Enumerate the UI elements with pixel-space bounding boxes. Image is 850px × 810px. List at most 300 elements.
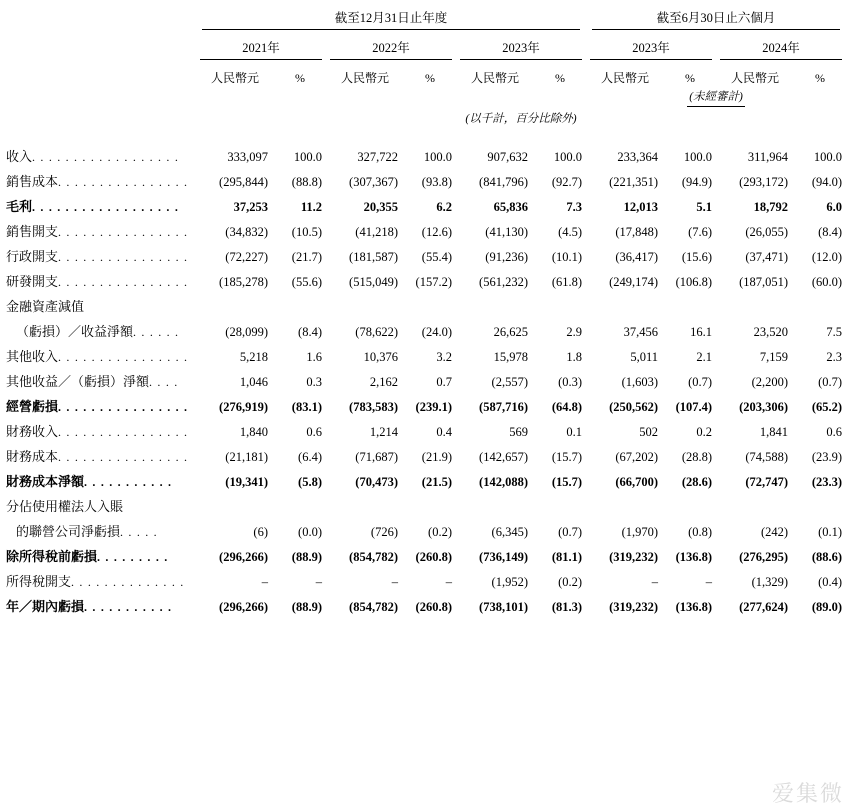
cell-percent: (0.2) bbox=[558, 575, 583, 589]
cell-percent: 7.5 bbox=[826, 325, 843, 339]
row-leader-dots: . . . . bbox=[149, 375, 179, 389]
row-label-text: 除所得稅前虧損 bbox=[6, 549, 98, 564]
cell-amount: (841,796) bbox=[479, 175, 528, 189]
row-label-text: 研發開支 bbox=[6, 274, 59, 289]
row-label-text: 分佔使用權法人入賬 bbox=[6, 499, 124, 514]
cell-percent: (157.2) bbox=[415, 275, 452, 289]
cell-percent: 0.7 bbox=[436, 375, 452, 389]
cell-percent: – bbox=[445, 575, 452, 589]
cell-percent bbox=[404, 290, 456, 315]
row-label bbox=[6, 165, 196, 190]
cell-amount: (28,099) bbox=[225, 325, 268, 339]
cell-percent: 0.6 bbox=[306, 425, 322, 439]
cell-amount: 10,376 bbox=[363, 350, 398, 364]
header-year-2023-interim bbox=[586, 33, 716, 63]
cell-amount: (70,473) bbox=[355, 475, 398, 489]
cell-percent bbox=[274, 290, 326, 315]
cell-amount: 23,520 bbox=[753, 325, 789, 339]
header-unaudited-spacer bbox=[196, 88, 586, 107]
header-year-2023-label: 2023年 bbox=[460, 38, 582, 60]
cell-percent: (136.8) bbox=[675, 600, 713, 614]
cell-amount: (249,174) bbox=[609, 275, 659, 289]
cell-percent: (88.6) bbox=[811, 550, 843, 564]
row-leader-dots: . . . . . . . . . . . bbox=[84, 475, 173, 489]
header-year-2024-interim-label: 2024年 bbox=[720, 38, 842, 60]
cell-amount: – bbox=[651, 575, 659, 589]
cell-percent: 2.1 bbox=[696, 350, 713, 364]
header-group-row bbox=[6, 8, 846, 33]
row-leader-dots: . . . . . . . . . . . . . . . . bbox=[58, 275, 189, 289]
cell-percent: (8.4) bbox=[298, 325, 322, 339]
cell-amount: 12,013 bbox=[623, 200, 659, 214]
header-year-2021 bbox=[196, 33, 326, 63]
cell-percent: 100.0 bbox=[813, 150, 843, 164]
cell-amount: (17,848) bbox=[615, 225, 659, 239]
row-label bbox=[6, 240, 196, 265]
cell-percent: (0.7) bbox=[688, 375, 713, 389]
cell-percent: 0.4 bbox=[436, 425, 452, 439]
cell-percent: (0.8) bbox=[688, 525, 713, 539]
cell-amount: (66,700) bbox=[615, 475, 659, 489]
cell-percent: (60.0) bbox=[811, 275, 843, 289]
cell-amount: (78,622) bbox=[355, 325, 398, 339]
cell-percent: (0.7) bbox=[558, 525, 583, 539]
cell-percent: (10.1) bbox=[551, 250, 583, 264]
cell-amount: (36,417) bbox=[615, 250, 659, 264]
cell-percent bbox=[534, 290, 586, 315]
cell-percent: 100.0 bbox=[553, 150, 583, 164]
cell-percent: (239.1) bbox=[415, 400, 452, 414]
cell-amount: (1,970) bbox=[621, 525, 659, 539]
row-leader-dots: . . . . . . . . . . . . . . . . bbox=[58, 400, 189, 414]
header-unit-pct-2024h1: % bbox=[815, 71, 826, 85]
header-unit-pct-2022: % bbox=[425, 71, 435, 85]
cell-amount: 18,792 bbox=[753, 200, 789, 214]
row-label bbox=[6, 440, 196, 465]
table-row bbox=[6, 315, 846, 340]
row-leader-dots: . . . . . . . . . . . . . . . . bbox=[58, 225, 189, 239]
cell-percent: (94.9) bbox=[681, 175, 713, 189]
cell-amount: 502 bbox=[639, 425, 659, 439]
row-leader-dots: . . . . . . . . . bbox=[97, 550, 169, 564]
cell-amount: (587,716) bbox=[479, 400, 528, 414]
cell-amount: 311,964 bbox=[747, 150, 789, 164]
header-unaudited-note bbox=[586, 88, 846, 107]
cell-percent: (88.9) bbox=[291, 550, 322, 564]
header-corner-cell-5 bbox=[6, 107, 196, 126]
cell-amount: 37,253 bbox=[233, 200, 268, 214]
table-row bbox=[6, 540, 846, 565]
table-row bbox=[6, 390, 846, 415]
cell-amount: 5,218 bbox=[239, 350, 268, 364]
row-label bbox=[6, 340, 196, 365]
row-leader-dots: . . . . . . . . . . . . . . . . bbox=[58, 175, 189, 189]
watermark: 爱集微 bbox=[771, 781, 844, 806]
cell-amount: (2,200) bbox=[751, 375, 789, 389]
cell-percent: (0.4) bbox=[818, 575, 843, 589]
row-label bbox=[6, 365, 196, 390]
row-leader-dots: . . . . . . . . . . . . . . . . . . bbox=[32, 200, 180, 214]
cell-amount: (319,232) bbox=[609, 600, 659, 614]
cell-amount bbox=[586, 290, 664, 315]
cell-amount bbox=[456, 290, 534, 315]
cell-amount: 333,097 bbox=[227, 150, 268, 164]
cell-amount: (242) bbox=[760, 525, 789, 539]
cell-percent: (7.6) bbox=[688, 225, 713, 239]
row-label bbox=[6, 590, 196, 615]
header-corner-cell-3 bbox=[6, 63, 196, 88]
cell-amount: (41,130) bbox=[485, 225, 528, 239]
cell-percent: 3.2 bbox=[436, 350, 452, 364]
cell-percent: 0.1 bbox=[566, 425, 583, 439]
cell-amount: 26,625 bbox=[493, 325, 528, 339]
header-unaudited-row bbox=[6, 88, 846, 107]
cell-amount: (41,218) bbox=[355, 225, 398, 239]
cell-percent: (0.2) bbox=[428, 525, 452, 539]
cell-amount: (726) bbox=[370, 525, 398, 539]
cell-amount bbox=[716, 290, 794, 315]
cell-percent: (5.8) bbox=[298, 475, 322, 489]
header-year-row bbox=[6, 33, 846, 63]
header-corner-cell-4 bbox=[6, 88, 196, 107]
header-unit-row bbox=[6, 63, 846, 88]
cell-amount: (142,657) bbox=[479, 450, 528, 464]
cell-percent: (260.8) bbox=[415, 600, 452, 614]
cell-percent: (0.0) bbox=[298, 525, 322, 539]
header-unit-rmb-2024h1: 人民幣元 bbox=[731, 71, 780, 85]
cell-amount: (6,345) bbox=[491, 525, 528, 539]
row-label bbox=[6, 390, 196, 415]
cell-amount: (295,844) bbox=[219, 175, 268, 189]
row-label-text: 財務成本淨額 bbox=[6, 474, 85, 489]
cell-amount: 20,355 bbox=[363, 200, 398, 214]
table-row bbox=[6, 590, 846, 615]
row-label bbox=[6, 415, 196, 440]
cell-percent: (23.9) bbox=[811, 450, 843, 464]
cell-percent: (24.0) bbox=[421, 325, 452, 339]
cell-amount: (250,562) bbox=[609, 400, 659, 414]
cell-amount bbox=[196, 290, 274, 315]
cell-amount: (21,181) bbox=[225, 450, 268, 464]
header-spacer-row bbox=[6, 126, 846, 140]
cell-amount: (142,088) bbox=[479, 475, 528, 489]
cell-percent bbox=[794, 490, 846, 515]
cell-percent: 1.8 bbox=[566, 350, 583, 364]
row-label bbox=[6, 315, 196, 340]
cell-amount: 5,011 bbox=[630, 350, 659, 364]
cell-amount: (72,227) bbox=[225, 250, 268, 264]
row-label-text: 銷售成本 bbox=[6, 174, 59, 189]
cell-amount: 327,722 bbox=[357, 150, 398, 164]
header-year-2023 bbox=[456, 33, 586, 63]
table-row bbox=[6, 490, 846, 515]
cell-amount bbox=[586, 490, 664, 515]
cell-percent: (23.3) bbox=[811, 475, 843, 489]
header-group-annual-label: 截至12月31日止年度 bbox=[202, 8, 580, 30]
cell-percent bbox=[404, 490, 456, 515]
row-label-text: 財務成本 bbox=[6, 449, 59, 464]
cell-amount: (91,236) bbox=[485, 250, 528, 264]
table-row bbox=[6, 565, 846, 590]
header-corner-cell-2 bbox=[6, 33, 196, 63]
cell-amount: (561,232) bbox=[479, 275, 528, 289]
row-leader-dots: . . . . . bbox=[120, 525, 158, 539]
table-header bbox=[6, 8, 846, 140]
row-label-text: 財務收入 bbox=[6, 424, 59, 439]
cell-percent: (89.0) bbox=[811, 600, 843, 614]
table-row bbox=[6, 340, 846, 365]
cell-percent: (94.0) bbox=[811, 175, 843, 189]
row-leader-dots: . . . . . . . . . . . . . . . . bbox=[58, 425, 189, 439]
cell-percent: 100.0 bbox=[683, 150, 713, 164]
cell-amount: (319,232) bbox=[609, 550, 659, 564]
row-label bbox=[6, 565, 196, 590]
cell-amount: (185,278) bbox=[219, 275, 268, 289]
cell-amount: (74,588) bbox=[745, 450, 789, 464]
header-unit-rmb-2023h1: 人民幣元 bbox=[601, 71, 650, 85]
cell-percent: – bbox=[705, 575, 713, 589]
cell-percent bbox=[664, 290, 716, 315]
cell-amount: (783,583) bbox=[349, 400, 398, 414]
cell-percent: 1.6 bbox=[306, 350, 322, 364]
cell-percent: (61.8) bbox=[551, 275, 583, 289]
cell-amount bbox=[456, 490, 534, 515]
table-row bbox=[6, 140, 846, 165]
cell-percent: (92.7) bbox=[551, 175, 583, 189]
row-label-text: 所得稅開支 bbox=[6, 574, 72, 589]
cell-percent: (93.8) bbox=[421, 175, 452, 189]
row-leader-dots: . . . . . . . . . . . . . . . . bbox=[58, 350, 189, 364]
cell-percent: 0.6 bbox=[826, 425, 843, 439]
table-row bbox=[6, 190, 846, 215]
cell-amount: 1,214 bbox=[369, 425, 398, 439]
cell-amount: (1,329) bbox=[751, 575, 789, 589]
header-unit-pct-2021: % bbox=[295, 71, 305, 85]
row-label-text: 毛利 bbox=[6, 199, 33, 214]
cell-amount: (293,172) bbox=[739, 175, 789, 189]
row-label bbox=[6, 515, 196, 540]
cell-amount: (26,055) bbox=[745, 225, 789, 239]
cell-percent: 6.2 bbox=[436, 200, 452, 214]
row-label bbox=[6, 265, 196, 290]
header-group-interim-label: 截至6月30日止六個月 bbox=[592, 8, 840, 30]
cell-amount: (738,101) bbox=[479, 600, 528, 614]
cell-amount: (854,782) bbox=[349, 600, 398, 614]
cell-percent: (12.0) bbox=[811, 250, 843, 264]
cell-percent: (65.2) bbox=[811, 400, 843, 414]
cell-percent: (12.6) bbox=[421, 225, 452, 239]
table-row bbox=[6, 265, 846, 290]
header-group-annual bbox=[196, 8, 586, 33]
row-label-text: 其他收入 bbox=[6, 349, 59, 364]
row-leader-dots: . . . . . . . . . . . . . . . . . . bbox=[32, 150, 180, 164]
cell-amount: (736,149) bbox=[479, 550, 528, 564]
cell-percent: (107.4) bbox=[675, 400, 713, 414]
cell-percent: (106.8) bbox=[675, 275, 713, 289]
row-leader-dots: . . . . . . . . . . . . . . bbox=[71, 575, 185, 589]
cell-amount: (71,687) bbox=[355, 450, 398, 464]
cell-amount: 1,046 bbox=[239, 375, 268, 389]
cell-percent: (15.6) bbox=[681, 250, 713, 264]
cell-percent: (21.5) bbox=[421, 475, 452, 489]
cell-percent: 0.3 bbox=[306, 375, 322, 389]
cell-amount: (277,624) bbox=[739, 600, 789, 614]
cell-percent: (28.6) bbox=[681, 475, 713, 489]
cell-percent: 2.3 bbox=[826, 350, 843, 364]
row-label-text: 年／期內虧損 bbox=[6, 599, 85, 614]
cell-percent bbox=[794, 290, 846, 315]
cell-amount: 569 bbox=[509, 425, 528, 439]
table-row bbox=[6, 215, 846, 240]
header-year-2023-interim-label: 2023年 bbox=[590, 38, 712, 60]
row-label-text: 金融資產減值 bbox=[6, 299, 85, 314]
header-year-2021-label: 2021年 bbox=[200, 38, 322, 60]
cell-percent: (15.7) bbox=[551, 450, 583, 464]
cell-amount: 65,836 bbox=[493, 200, 528, 214]
table-row bbox=[6, 440, 846, 465]
header-year-2022 bbox=[326, 33, 456, 63]
cell-percent: (260.8) bbox=[415, 550, 452, 564]
cell-amount: 907,632 bbox=[487, 150, 528, 164]
cell-amount: 1,840 bbox=[239, 425, 268, 439]
cell-percent: (6.4) bbox=[298, 450, 322, 464]
header-unit-rmb-2023: 人民幣元 bbox=[470, 71, 519, 85]
cell-percent: (81.3) bbox=[551, 600, 583, 614]
cell-amount bbox=[196, 490, 274, 515]
row-leader-dots: . . . . . . . . . . . . . . . . bbox=[58, 250, 189, 264]
cell-amount bbox=[326, 490, 404, 515]
cell-percent: (88.9) bbox=[291, 600, 322, 614]
cell-amount: (276,295) bbox=[739, 550, 789, 564]
cell-percent: 0.2 bbox=[696, 425, 713, 439]
header-unit-pct-2023: % bbox=[555, 71, 565, 85]
cell-percent: (83.1) bbox=[291, 400, 322, 414]
cell-amount: (6) bbox=[253, 525, 268, 539]
cell-percent: (15.7) bbox=[551, 475, 583, 489]
row-label-text: 行政開支 bbox=[6, 249, 59, 264]
header-unit-rmb-2022: 人民幣元 bbox=[340, 71, 389, 85]
cell-percent: (10.5) bbox=[291, 225, 322, 239]
income-statement-table bbox=[6, 8, 846, 615]
table-row bbox=[6, 290, 846, 315]
header-year-2022-label: 2022年 bbox=[330, 38, 452, 60]
cell-percent: (21.9) bbox=[421, 450, 452, 464]
cell-percent: 6.0 bbox=[826, 200, 843, 214]
row-label bbox=[6, 490, 196, 515]
cell-percent: 5.1 bbox=[696, 200, 713, 214]
cell-amount: 7,159 bbox=[759, 350, 789, 364]
cell-amount: – bbox=[391, 575, 398, 589]
header-spacer-cell bbox=[6, 126, 846, 140]
header-unit-rmb-2021: 人民幣元 bbox=[210, 71, 259, 85]
cell-amount bbox=[326, 290, 404, 315]
table-body bbox=[6, 140, 846, 615]
table-row bbox=[6, 165, 846, 190]
row-label-text: 收入 bbox=[6, 149, 33, 164]
row-label bbox=[6, 290, 196, 315]
row-label-text: 其他收益／（虧損）淨額 bbox=[6, 374, 150, 389]
table-row bbox=[6, 365, 846, 390]
header-unaudited-note-label: (未經審計) bbox=[687, 88, 745, 107]
cell-percent: (21.7) bbox=[291, 250, 322, 264]
cell-amount: (37,471) bbox=[745, 250, 789, 264]
table-row bbox=[6, 415, 846, 440]
cell-amount: (296,266) bbox=[219, 550, 268, 564]
table-row bbox=[6, 515, 846, 540]
cell-percent: (4.5) bbox=[558, 225, 583, 239]
cell-percent: (55.4) bbox=[421, 250, 452, 264]
cell-percent: (8.4) bbox=[818, 225, 843, 239]
cell-amount: (34,832) bbox=[225, 225, 268, 239]
row-label bbox=[6, 215, 196, 240]
header-corner-cell bbox=[6, 8, 196, 33]
cell-amount: 2,162 bbox=[369, 375, 398, 389]
cell-amount: (19,341) bbox=[225, 475, 268, 489]
cell-percent: 2.9 bbox=[566, 325, 583, 339]
row-label bbox=[6, 190, 196, 215]
cell-percent: (0.3) bbox=[558, 375, 583, 389]
cell-amount: (221,351) bbox=[609, 175, 659, 189]
cell-percent bbox=[534, 490, 586, 515]
cell-amount: 15,978 bbox=[493, 350, 528, 364]
cell-percent bbox=[274, 490, 326, 515]
cell-amount: 233,364 bbox=[617, 150, 659, 164]
cell-amount: (2,557) bbox=[491, 375, 528, 389]
cell-percent: 16.1 bbox=[690, 325, 713, 339]
row-leader-dots: . . . . . . bbox=[133, 325, 180, 339]
cell-amount: (187,051) bbox=[739, 275, 789, 289]
cell-amount: (181,587) bbox=[349, 250, 398, 264]
row-label-text: （虧損）／收益淨額 bbox=[16, 324, 134, 339]
cell-amount: (515,049) bbox=[349, 275, 398, 289]
cell-amount: (854,782) bbox=[349, 550, 398, 564]
cell-percent bbox=[664, 490, 716, 515]
cell-percent: 11.2 bbox=[300, 200, 322, 214]
cell-amount: (203,306) bbox=[739, 400, 789, 414]
cell-percent: 7.3 bbox=[566, 200, 583, 214]
cell-percent: 100.0 bbox=[293, 150, 322, 164]
cell-amount: – bbox=[261, 575, 268, 589]
cell-amount: 37,456 bbox=[623, 325, 659, 339]
row-label bbox=[6, 140, 196, 165]
row-leader-dots: . . . . . . . . . . . . . . . . bbox=[58, 450, 189, 464]
row-label-text: 的聯營公司淨虧損 bbox=[16, 524, 121, 539]
row-label bbox=[6, 465, 196, 490]
cell-percent: (81.1) bbox=[551, 550, 583, 564]
header-group-interim bbox=[586, 8, 846, 33]
cell-percent: (0.7) bbox=[818, 375, 843, 389]
cell-percent: – bbox=[315, 575, 322, 589]
cell-amount: (1,952) bbox=[491, 575, 528, 589]
table-row bbox=[6, 240, 846, 265]
row-label-text: 經營虧損 bbox=[6, 399, 59, 414]
cell-percent: (64.8) bbox=[551, 400, 583, 414]
cell-percent: (88.8) bbox=[291, 175, 322, 189]
header-basis-row bbox=[6, 107, 846, 126]
row-leader-dots: . . . . . . . . . . . bbox=[84, 600, 173, 614]
cell-amount: 1,841 bbox=[759, 425, 789, 439]
cell-amount: (307,367) bbox=[349, 175, 398, 189]
row-label-text: 銷售開支 bbox=[6, 224, 59, 239]
cell-percent: (0.1) bbox=[818, 525, 843, 539]
cell-percent: (55.6) bbox=[291, 275, 322, 289]
header-basis-note: (以千計，百分比除外) bbox=[465, 113, 577, 125]
header-year-2024-interim bbox=[716, 33, 846, 63]
cell-amount: (67,202) bbox=[615, 450, 659, 464]
cell-amount bbox=[716, 490, 794, 515]
cell-amount: (276,919) bbox=[219, 400, 268, 414]
table-row bbox=[6, 465, 846, 490]
